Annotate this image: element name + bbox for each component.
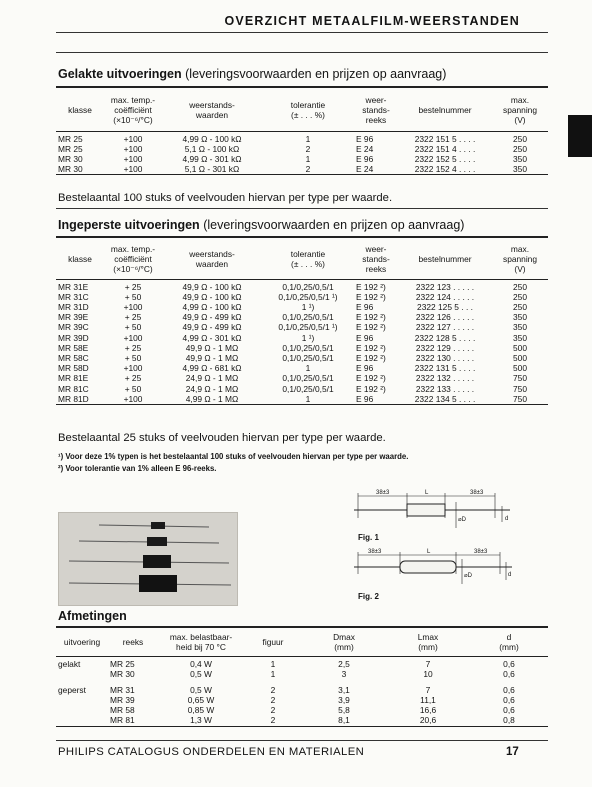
table-cell: MR 31D	[58, 301, 89, 312]
table-cell: 7	[425, 658, 431, 669]
table-cell: 8,1	[302, 715, 386, 726]
table-cell: 5,1 Ω - 100 kΩ	[184, 143, 240, 154]
table-cell: 0,4 W	[190, 658, 212, 669]
table-cell: 0,6	[503, 684, 515, 695]
table-cell: 10	[423, 668, 433, 679]
table-cell: 0,1/0,25/0,5/1	[282, 342, 334, 353]
table-row	[56, 333, 548, 343]
table-cell: MR 31	[110, 684, 135, 695]
table-row	[56, 154, 548, 164]
table-cell: +100	[123, 301, 143, 312]
table-cell: +100	[123, 332, 143, 343]
table-cell: +100	[123, 153, 143, 164]
table-cell: MR 39D	[58, 332, 89, 343]
col-tolerantie: tolerantie (± . . . %)	[290, 99, 326, 120]
table-cell: 2	[270, 684, 276, 695]
table-cell: 49,9 Ω - 499 kΩ	[182, 322, 242, 333]
table-cell: 49,9 Ω - 100 kΩ	[182, 281, 242, 292]
fig1-d-label: d	[505, 516, 509, 522]
table-cell: + 25	[124, 342, 142, 353]
col-bestelnummer: bestelnummer	[418, 104, 472, 115]
col-spanning: max. spanning (V)	[503, 243, 537, 274]
table-cell	[56, 705, 108, 715]
table-cell: 2322 133 . . . . .	[415, 383, 475, 394]
table-cell: 250	[513, 301, 527, 312]
table-cell: E 96	[356, 133, 374, 144]
table-cell: MR 81C	[58, 383, 89, 394]
table-cell: 49,9 Ω - 1 MΩ	[185, 352, 239, 363]
col-d: d (mm)	[499, 631, 519, 652]
col-belastbaarheid: max. belastbaar- heid bij 70 °C	[169, 631, 233, 652]
table-cell: 750	[513, 373, 527, 384]
table-cell: 4,99 Ω - 100 kΩ	[182, 133, 242, 144]
table-cell: 24,9 Ω - 1 MΩ	[185, 383, 239, 394]
table-cell: E 96	[356, 332, 374, 343]
table-row	[56, 353, 548, 363]
table-cell: MR 25	[58, 143, 83, 154]
table-cell: 5,8	[338, 705, 350, 716]
table-cell: 24,9 Ω - 1 MΩ	[185, 373, 239, 384]
table-cell: 2322 129 . . . . .	[415, 342, 475, 353]
table-row	[56, 302, 548, 312]
table-cell	[56, 669, 108, 679]
divider	[56, 208, 548, 209]
table-cell: + 50	[124, 383, 142, 394]
fig1-l-label: L	[425, 490, 429, 496]
table-cell: 0,6	[503, 658, 515, 669]
table-cell: 5,1 Ω - 301 kΩ	[162, 164, 262, 175]
col-temp: max. temp.- coëfficiënt (×10⁻⁶/°C)	[110, 243, 156, 274]
table-row	[56, 394, 548, 405]
divider	[56, 52, 548, 53]
table-cell: 2322 131 5 . . . .	[414, 363, 476, 374]
footer-rule	[56, 740, 548, 741]
fig1-dmax-label: ⌀D	[458, 517, 466, 523]
table-ingeperst	[56, 239, 548, 405]
table-cell: 750	[492, 394, 548, 405]
table-cell: 0,1/0,25/0,5/1 ¹)	[278, 322, 338, 333]
table-cell: + 25	[124, 281, 142, 292]
col-reeks: reeks	[122, 636, 144, 647]
table-cell: 2322 151 5 . . . .	[414, 133, 476, 144]
table-row	[56, 384, 548, 394]
fig2-lead-label: 38±3	[474, 549, 488, 555]
table-cell: 0,1/0,25/0,5/1 ¹)	[278, 291, 338, 302]
table-cell: MR 30	[56, 164, 104, 175]
table-cell: 2322 123 . . . . .	[415, 281, 475, 292]
table-cell: 0,6	[503, 705, 515, 716]
table-row	[56, 715, 548, 726]
table-cell: 0,6	[503, 694, 515, 705]
table-cell: 49,9 Ω - 1 MΩ	[185, 342, 239, 353]
table-cell: 0,5 W	[190, 684, 212, 695]
fig2-dmax-label: ⌀D	[464, 573, 472, 579]
table-cell: 1 ¹)	[301, 332, 315, 343]
table-cell: 250	[513, 143, 527, 154]
section-heading-sub: (leveringsvoorwaarden en prijzen op aanvraag)	[203, 218, 465, 232]
fig1-lead-label: 38±3	[376, 490, 390, 496]
table-cell: E 24	[354, 164, 398, 175]
table-cell: +100	[123, 143, 143, 154]
table-cell: 350	[513, 153, 527, 164]
table-row	[56, 144, 548, 154]
footnote-1: ¹) Voor deze 1% typen is het bestelaantal 100 stuks of veelvouden hiervan per type per waarde.	[58, 452, 409, 461]
table-cell: 1	[305, 153, 311, 164]
table-row	[56, 164, 548, 175]
table-cell: +100	[104, 394, 162, 405]
table-cell: 3,9	[338, 694, 350, 705]
table-cell: 4,99 Ω - 301 kΩ	[182, 153, 242, 164]
table-cell: 750	[513, 383, 527, 394]
col-temp: max. temp.- coëfficiënt (×10⁻⁶/°C)	[110, 94, 156, 125]
section-heading-gelakt	[58, 67, 446, 81]
resistor-photo-drawing	[59, 513, 237, 605]
table-cell: MR 81	[108, 715, 158, 726]
table-gelakt	[56, 89, 548, 175]
table-cell: 2322 132 . . . . .	[415, 373, 475, 384]
table-row	[56, 322, 548, 332]
table-top-rule	[56, 86, 548, 88]
table-cell: 2322 126 . . . . .	[415, 312, 475, 323]
table-row	[56, 656, 548, 669]
table-cell: + 25	[124, 312, 142, 323]
table-cell	[56, 695, 108, 705]
table-cell: 2322 130 . . . . .	[415, 352, 475, 363]
title-rule	[56, 32, 548, 33]
col-waarden: weerstands- waarden	[189, 99, 235, 120]
section-heading-afmetingen: Afmetingen	[58, 609, 127, 623]
table-cell: 2322 128 5 . . . .	[414, 332, 476, 343]
table-cell: 2322 124 . . . . .	[415, 291, 475, 302]
table-cell: MR 58C	[58, 352, 89, 363]
col-reeks: weer- stands- reeks	[362, 94, 390, 125]
table-cell: E 192 ²)	[356, 342, 386, 353]
table-afmetingen	[56, 628, 548, 727]
footnote-2: ²) Voor tolerantie van 1% alleen E 96-reeks.	[58, 464, 217, 473]
table-cell: geperst	[58, 684, 86, 695]
col-klasse: klasse	[68, 104, 92, 115]
table-cell: 11,1	[420, 694, 436, 705]
table-cell: 1	[305, 363, 311, 374]
table-row	[56, 363, 548, 373]
table-cell: 2322 127 . . . . .	[415, 322, 475, 333]
col-lmax: Lmax (mm)	[417, 631, 439, 652]
table-cell: 500	[513, 342, 527, 353]
resistor-photo	[58, 512, 238, 606]
table-cell: 0,8	[470, 715, 548, 726]
order-note-ingeperst: Bestelaantal 25 stuks of veelvouden hiervan per type per waarde.	[58, 432, 386, 444]
table-cell: + 50	[124, 291, 142, 302]
table-cell: E 192 ²)	[356, 322, 386, 333]
table-row	[56, 292, 548, 302]
figure-1-caption: Fig. 1	[358, 533, 379, 542]
fig2-l-label: L	[427, 549, 431, 555]
table-cell: 350	[513, 332, 527, 343]
table-row	[56, 312, 548, 322]
table-cell: 2	[262, 164, 354, 175]
table-cell: E 192 ²)	[356, 383, 386, 394]
table-cell: 0,85 W	[187, 705, 215, 716]
table-cell: 0,1/0,25/0,5/1	[282, 352, 334, 363]
table-row	[56, 679, 548, 695]
table-cell: 350	[513, 322, 527, 333]
table-cell: +100	[104, 164, 162, 175]
table-cell: 250	[513, 291, 527, 302]
table-cell: 1	[270, 658, 276, 669]
fig1-lead-label: 38±3	[470, 490, 484, 496]
table-cell: E 96	[356, 363, 374, 374]
table-cell: MR 30	[110, 668, 135, 679]
table-cell: 4,99 Ω - 1 MΩ	[162, 394, 262, 405]
footer-catalog-title: PHILIPS CATALOGUS ONDERDELEN EN MATERIALEN	[58, 746, 365, 758]
table-cell: 16,6	[419, 705, 437, 716]
table-cell: MR 39	[110, 694, 135, 705]
figure-2-caption: Fig. 2	[358, 592, 379, 601]
col-klasse: klasse	[68, 253, 92, 264]
section-heading-ingeperst	[58, 218, 464, 232]
table-cell: E 24	[356, 143, 374, 154]
table-cell: 0,5 W	[190, 668, 212, 679]
table-row	[56, 373, 548, 383]
table-cell: E 192 ²)	[356, 352, 386, 363]
table-cell: E 96	[356, 153, 374, 164]
col-uitvoering: uitvoering	[63, 636, 101, 647]
table-cell: E 96	[354, 394, 398, 405]
table-cell: 350	[492, 164, 548, 175]
table-cell: 2	[270, 694, 276, 705]
table-cell: 500	[513, 352, 527, 363]
table-cell: MR 25	[58, 133, 83, 144]
table-cell: 350	[513, 312, 527, 323]
table-cell: + 50	[124, 322, 142, 333]
col-dmax: Dmax (mm)	[333, 631, 355, 652]
table-cell: 250	[513, 133, 527, 144]
table-cell: 49,9 Ω - 499 kΩ	[182, 312, 242, 323]
table-cell: MR 39E	[58, 312, 89, 323]
page-number: 17	[506, 746, 519, 758]
table-cell: 0,1/0,25/0,5/1	[282, 281, 334, 292]
table-cell: 49,9 Ω - 100 kΩ	[182, 291, 242, 302]
table-cell: MR 58	[110, 705, 135, 716]
table-cell: MR 58E	[58, 342, 89, 353]
table-cell: 1	[305, 133, 311, 144]
table-cell: 250	[513, 281, 527, 292]
table-cell: +100	[123, 133, 143, 144]
col-reeks: weer- stands- reeks	[362, 243, 390, 274]
table-cell: 2	[270, 705, 276, 716]
table-cell: gelakt	[58, 658, 81, 669]
table-cell: 1 ¹)	[301, 301, 315, 312]
table-row	[56, 131, 548, 144]
page-title: OVERZICHT METAALFILM-WEERSTANDEN	[224, 14, 520, 28]
table-row	[56, 695, 548, 705]
section-heading-bold: Gelakte uitvoeringen	[58, 67, 182, 81]
fig2-lead-label: 38±3	[368, 549, 382, 555]
table-cell: E 192 ²)	[356, 291, 386, 302]
table-cell: 3,1	[338, 684, 350, 695]
order-note-gelakt: Bestelaantal 100 stuks of veelvouden hiervan per type per waarde.	[58, 192, 393, 204]
table-cell: 7	[425, 684, 431, 695]
table-cell: MR 30	[58, 153, 83, 164]
table-row	[56, 705, 548, 715]
col-waarden: weerstands- waarden	[189, 248, 235, 269]
table-cell: MR 31E	[58, 281, 89, 292]
table-cell: E 192 ²)	[356, 281, 386, 292]
table-cell: 0,65 W	[187, 694, 215, 705]
table-cell: 0,1/0,25/0,5/1	[282, 312, 334, 323]
table-cell: 0,1/0,25/0,5/1	[282, 383, 334, 394]
col-bestelnummer: bestelnummer	[418, 253, 472, 264]
table-cell: MR 39C	[58, 322, 89, 333]
col-tolerantie: tolerantie (± . . . %)	[290, 248, 326, 269]
table-cell: E 192 ²)	[356, 373, 386, 384]
table-cell: MR 58D	[58, 363, 89, 374]
table-cell: MR 31C	[58, 291, 89, 302]
index-tab-marker	[568, 115, 592, 157]
table-cell: MR 81D	[56, 394, 104, 405]
table-cell: 500	[513, 363, 527, 374]
table-cell	[56, 715, 108, 726]
table-cell: 2	[244, 715, 302, 726]
table-cell: 0,1/0,25/0,5/1	[282, 373, 334, 384]
table-cell: + 50	[124, 352, 142, 363]
fig2-d-label: d	[508, 572, 512, 578]
table-row	[56, 279, 548, 292]
table-cell: 1,3 W	[158, 715, 244, 726]
table-cell: MR 25	[110, 658, 135, 669]
table-cell: 2	[305, 143, 311, 154]
table-cell: 2322 125 5 . . .	[417, 301, 473, 312]
table-row	[56, 669, 548, 679]
table-cell: 1	[270, 668, 276, 679]
table-cell: MR 81E	[58, 373, 89, 384]
table-cell: 1	[262, 394, 354, 405]
table-cell: 0,6	[503, 668, 515, 679]
table-cell: 2,5	[338, 658, 350, 669]
section-heading-bold: Ingeperste uitvoeringen	[58, 218, 200, 232]
table-cell: 2322 152 5 . . . .	[414, 153, 476, 164]
table-cell: E 96	[356, 301, 374, 312]
table-cell: 2322 151 4 . . . .	[414, 143, 476, 154]
table-row	[56, 343, 548, 353]
table-cell: E 192 ²)	[356, 312, 386, 323]
table-cell: 4,99 Ω - 301 kΩ	[182, 332, 242, 343]
table-cell: + 25	[124, 373, 142, 384]
table-top-rule	[56, 236, 548, 238]
table-cell: +100	[123, 363, 143, 374]
col-spanning: max. spanning (V)	[503, 94, 537, 125]
table-cell: 20,6	[386, 715, 470, 726]
table-cell: 2322 134 5 . . . .	[398, 394, 492, 405]
table-cell: 4,99 Ω - 100 kΩ	[182, 301, 242, 312]
table-cell: 2322 152 4 . . . .	[398, 164, 492, 175]
table-cell: 4,99 Ω - 681 kΩ	[182, 363, 242, 374]
table-cell: 3	[341, 668, 347, 679]
col-figuur: figuur	[262, 636, 284, 647]
section-heading-sub: (leveringsvoorwaarden en prijzen op aanvraag)	[185, 67, 447, 81]
